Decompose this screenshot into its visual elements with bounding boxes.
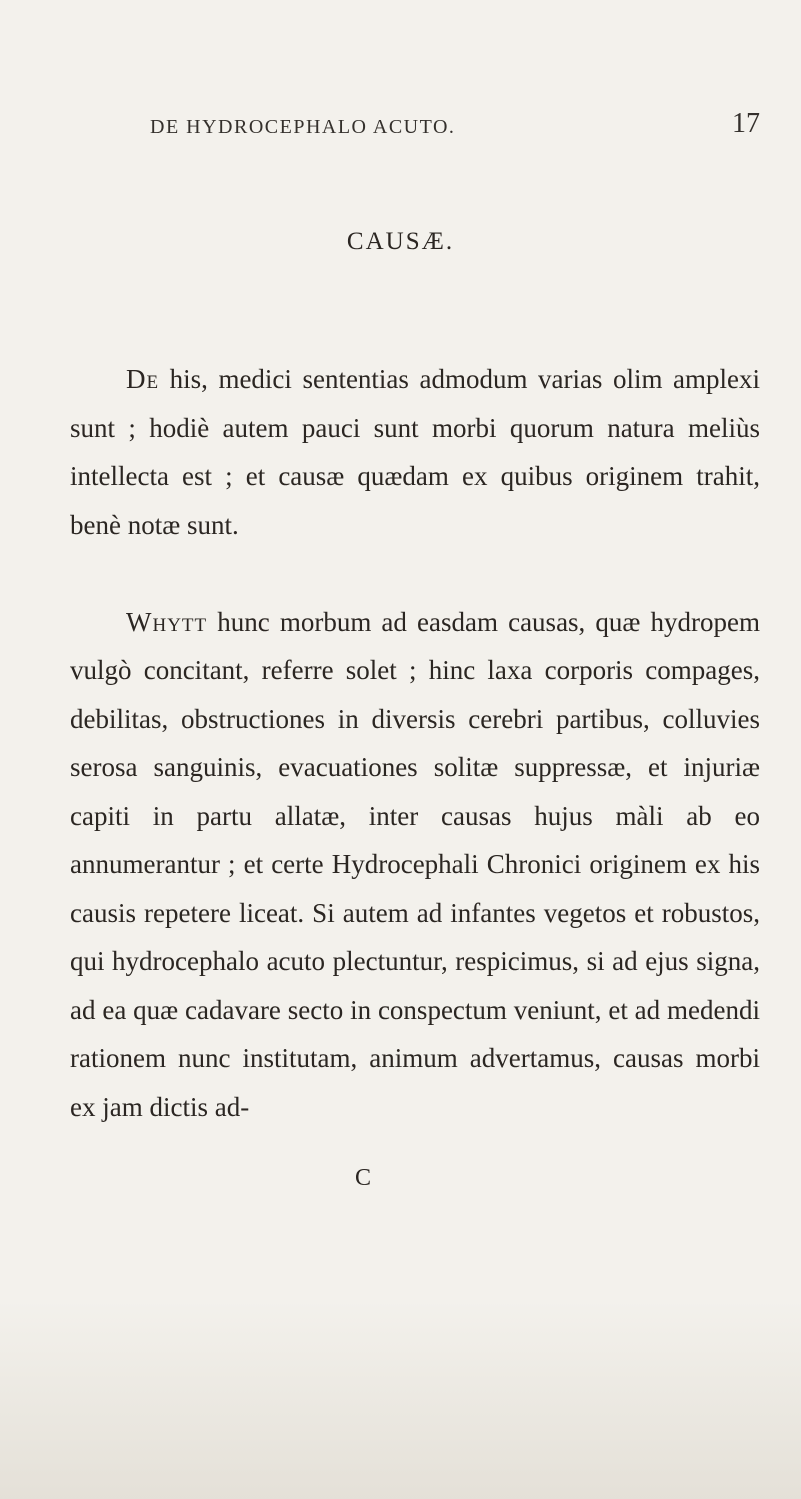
page-number: 17	[732, 108, 760, 139]
section-title: CAUSÆ.	[346, 228, 455, 255]
body-text	[70, 355, 760, 1131]
running-title: DE HYDROCEPHALO ACUTO.	[150, 116, 456, 138]
page-header	[150, 108, 760, 148]
page-stain	[0, 1300, 801, 1499]
paragraph-2	[70, 598, 760, 1132]
paragraph-2-text: hunc morbum ad easdam causas, quæ hydropem vulgò concitant, referre solet ; hinc laxa corporis compages, debilitas, obstructiones in diversis cerebri partibus, colluvies serosa sanguinis, evacuationes solitæ suppressæ, et injuriæ capiti in partu allatæ, inter causas hujus màli ab eo annumerantur ; et certe Hydrocephali Chronici originem ex his causis repetere liceat. Si autem ad infantes vegetos et robustos, qui hydrocephalo acuto plectuntur, respicimus, si ad ejus signa, ad ea quæ cadavare secto in conspectum veniunt, et ad medendi rationem nunc institutam, animum advertamus, causas morbi ex jam dictis ad-	[70, 606, 760, 1122]
paragraph-1	[70, 355, 760, 549]
signature-mark: C	[355, 1165, 372, 1191]
paragraph-1-lead: De	[126, 364, 160, 394]
paragraph-2-lead: Whytt	[126, 606, 208, 637]
paragraph-1-text: his, medici sententias admodum varias olim amplexi sunt ; hodiè autem pauci sunt morbi quorum natura meliùs intellecta est ; et causæ quædam ex quibus originem trahit, benè notæ sunt.	[70, 364, 760, 540]
